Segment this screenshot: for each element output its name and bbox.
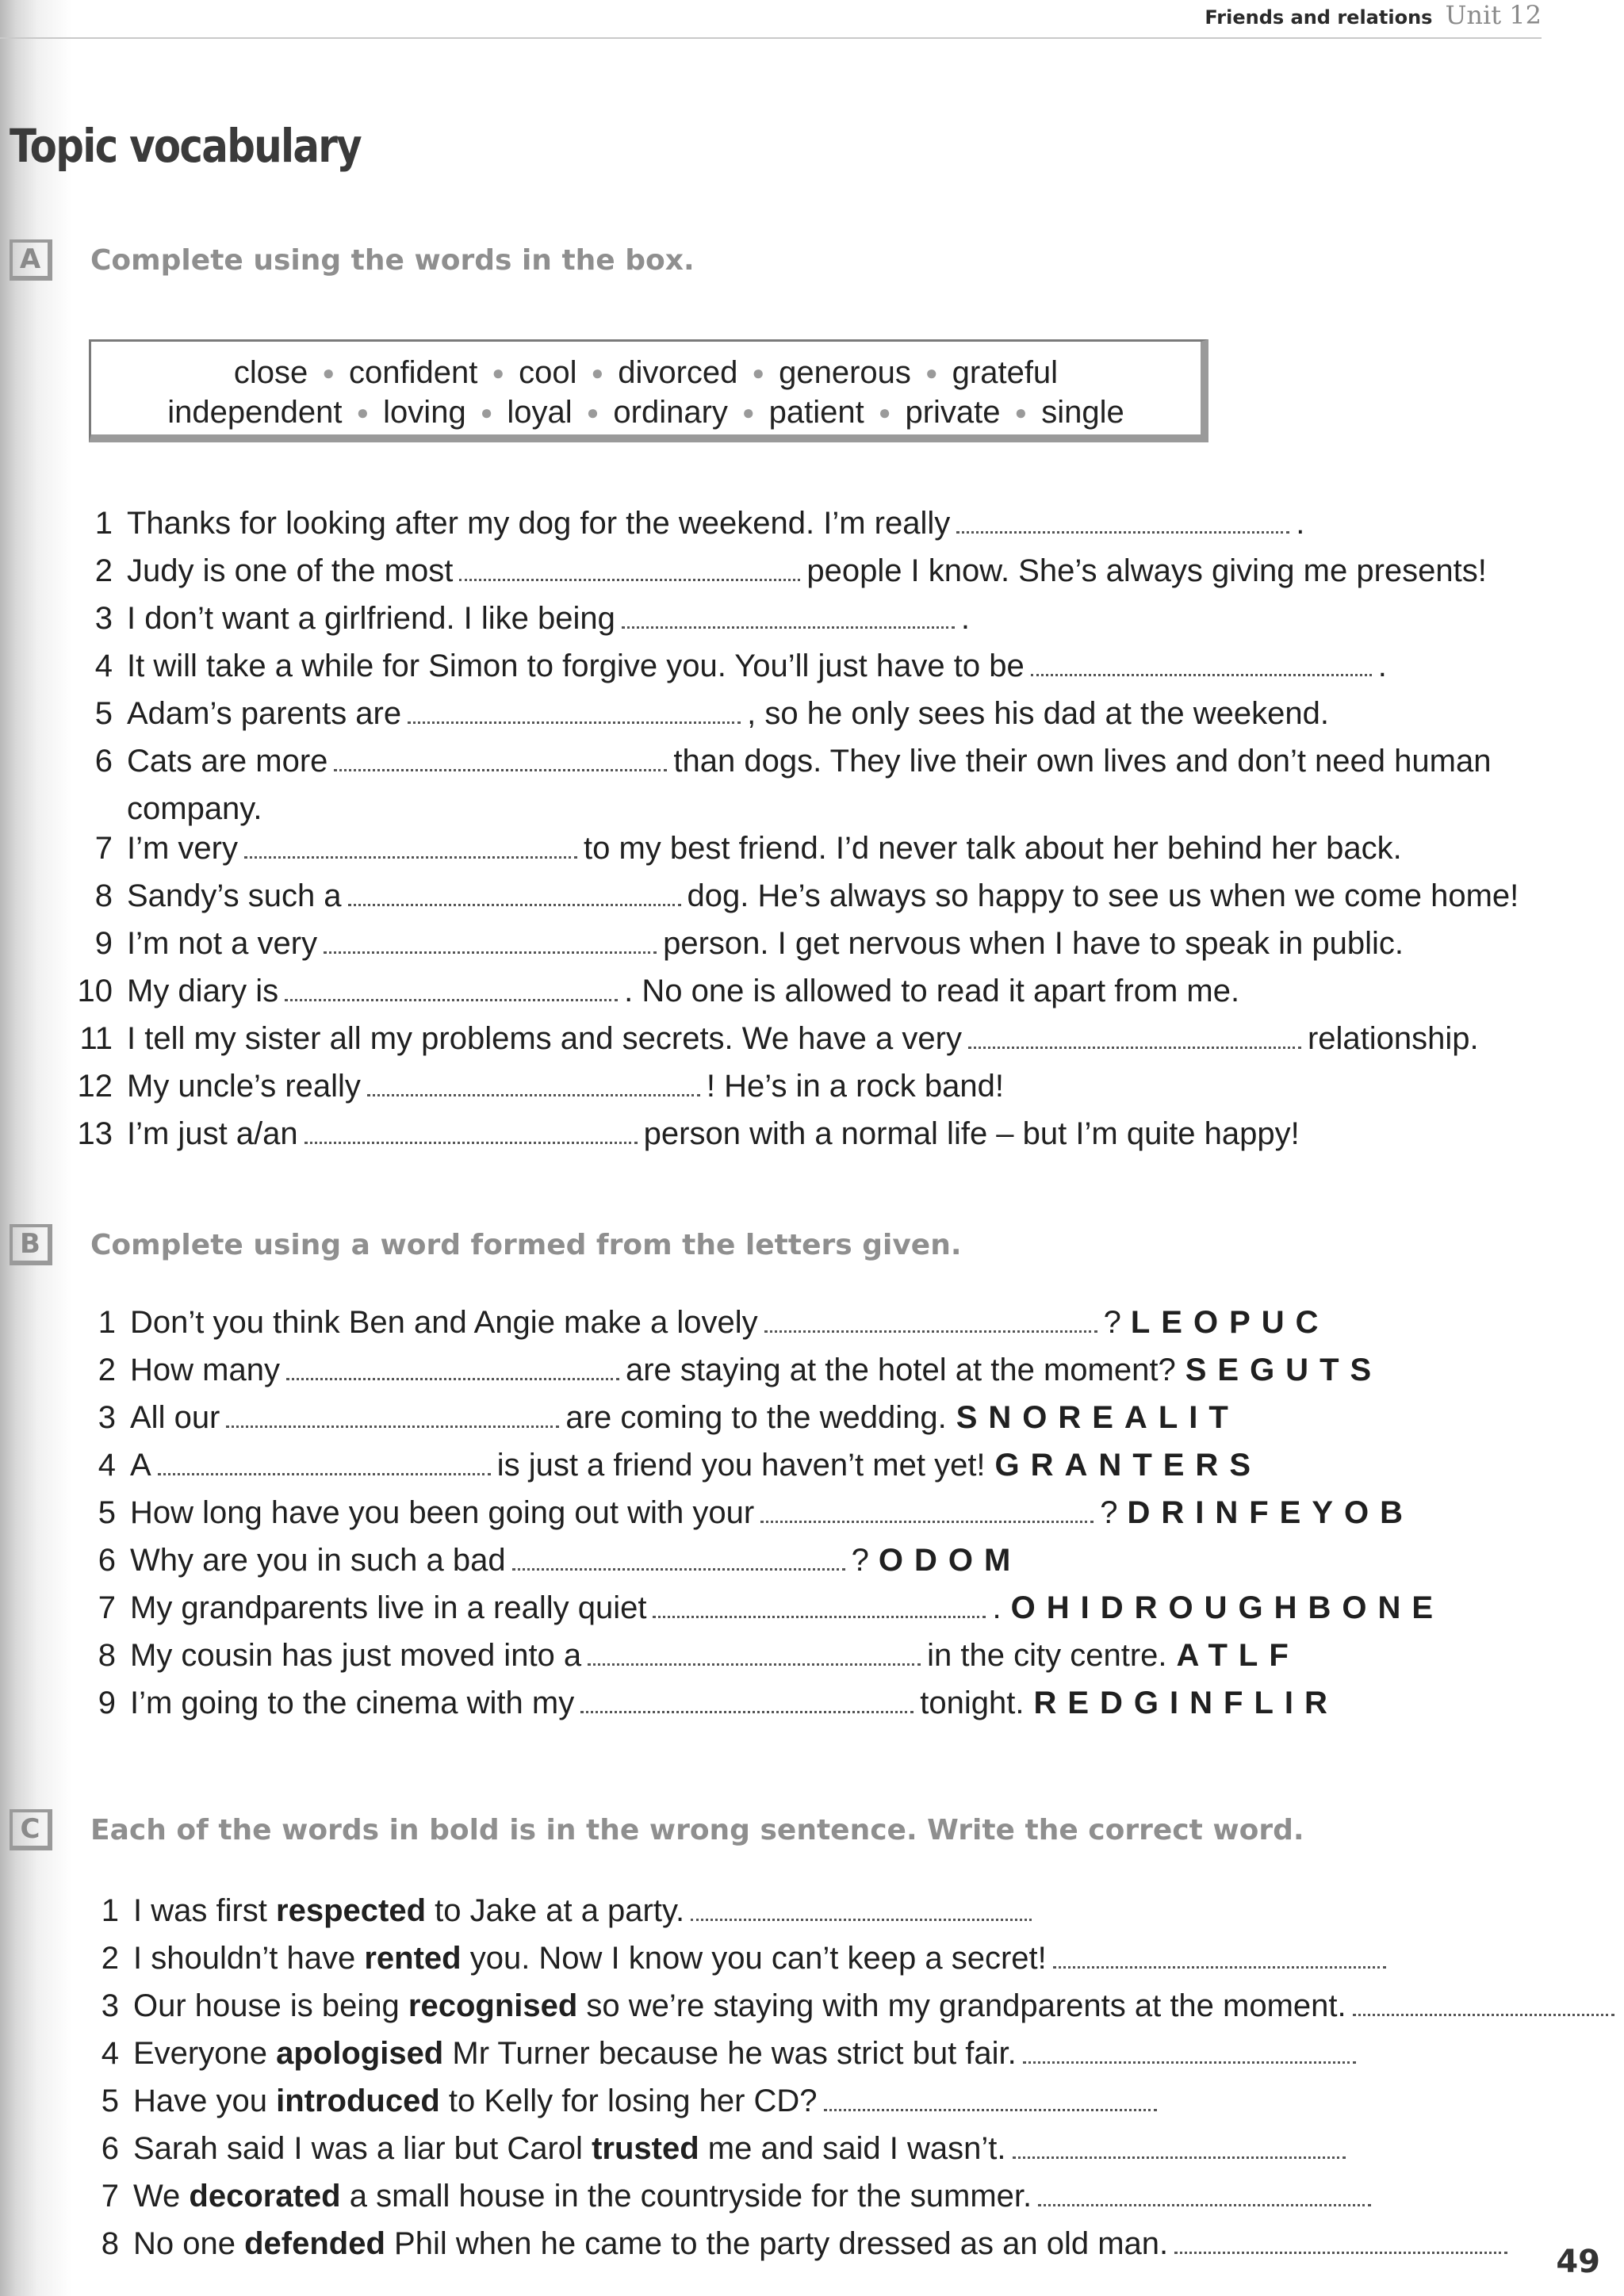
bold-word: rented bbox=[364, 1941, 462, 1976]
exercise-letter-c: C bbox=[10, 1809, 52, 1850]
answer-blank[interactable] bbox=[367, 1073, 700, 1096]
answer-blank[interactable] bbox=[1038, 2183, 1371, 2206]
item-text-before: My cousin has just moved into a bbox=[130, 1638, 582, 1673]
exercise-item bbox=[70, 1982, 1561, 2030]
scrambled-letters: GRANTERS bbox=[994, 1448, 1262, 1483]
item-number: 2 bbox=[94, 553, 113, 588]
answer-blank[interactable] bbox=[653, 1595, 986, 1618]
bullet-icon: ● bbox=[878, 400, 891, 424]
item-text-after: in the city centre. bbox=[927, 1638, 1167, 1673]
answer-blank[interactable] bbox=[459, 558, 800, 581]
answer-blank[interactable] bbox=[226, 1405, 559, 1428]
box-word: private bbox=[905, 395, 1001, 430]
answer-blank[interactable] bbox=[158, 1452, 491, 1475]
item-text-before: Judy is one of the most bbox=[127, 553, 454, 588]
answer-blank[interactable] bbox=[1023, 2041, 1356, 2064]
item-text-before: No one bbox=[133, 2226, 236, 2261]
bold-word: recognised bbox=[408, 1988, 578, 2023]
word-box-line-1 bbox=[91, 353, 1201, 392]
answer-blank[interactable] bbox=[1031, 653, 1372, 676]
exercise-letter-a: A bbox=[10, 239, 52, 281]
exercise-item bbox=[70, 2125, 1561, 2172]
item-number: 10 bbox=[77, 974, 113, 1008]
exercise-a-heading bbox=[10, 239, 695, 281]
item-number: 4 bbox=[98, 1448, 116, 1483]
item-text-after: person with a normal life – but I’m quite happy! bbox=[643, 1116, 1300, 1151]
exercise-item bbox=[63, 690, 1554, 737]
box-word: patient bbox=[768, 395, 864, 430]
answer-blank[interactable] bbox=[968, 1026, 1301, 1049]
word-box bbox=[89, 339, 1208, 442]
scrambled-letters: OHIDROUGHBONE bbox=[1010, 1590, 1445, 1625]
item-text-after: are coming to the wedding. bbox=[565, 1400, 947, 1435]
item-number: 8 bbox=[98, 1638, 116, 1673]
item-text-after: . No one is allowed to read it apart from me. bbox=[624, 974, 1240, 1008]
bullet-icon: ● bbox=[322, 361, 335, 385]
bullet-icon: ● bbox=[925, 361, 938, 385]
bold-word: apologised bbox=[276, 2036, 444, 2071]
exercise-item bbox=[70, 1887, 1561, 1934]
item-number: 1 bbox=[98, 1305, 116, 1340]
answer-blank[interactable] bbox=[1013, 2136, 1346, 2159]
exercise-c-heading bbox=[10, 1809, 1304, 1850]
item-number: 5 bbox=[101, 2084, 119, 2118]
exercise-item bbox=[67, 1394, 1557, 1441]
box-word: confident bbox=[349, 355, 478, 390]
exercise-item bbox=[70, 2077, 1561, 2125]
exercise-item bbox=[70, 1934, 1561, 1982]
scrambled-letters: LEOPUC bbox=[1130, 1305, 1330, 1340]
item-text-before: I’m very bbox=[127, 831, 238, 866]
word-box-line-2 bbox=[91, 392, 1201, 432]
item-text-before: I’m going to the cinema with my bbox=[130, 1686, 575, 1720]
item-text bbox=[127, 547, 1538, 595]
item-text-before: My diary is bbox=[127, 974, 279, 1008]
bullet-icon: ● bbox=[492, 361, 505, 385]
exercise-item bbox=[63, 499, 1554, 547]
item-number: 4 bbox=[101, 2036, 119, 2071]
item-text-before: I’m not a very bbox=[127, 926, 318, 961]
item-number: 2 bbox=[101, 1941, 119, 1976]
item-text-after: to my best friend. I’d never talk about her behind her back. bbox=[584, 831, 1402, 866]
answer-blank[interactable] bbox=[956, 511, 1289, 534]
item-text-before: Cats are more bbox=[127, 744, 328, 779]
exercise-a-instruction: Complete using the words in the box. bbox=[90, 243, 695, 277]
item-text-before: Have you bbox=[133, 2084, 267, 2118]
item-text-before: Don’t you think Ben and Angie make a lovely bbox=[130, 1305, 758, 1340]
answer-blank[interactable] bbox=[1174, 2231, 1507, 2254]
item-number: 7 bbox=[94, 831, 113, 866]
bullet-icon: ● bbox=[356, 400, 370, 424]
exercise-item bbox=[67, 1536, 1557, 1584]
item-number: 7 bbox=[101, 2179, 119, 2214]
answer-blank[interactable] bbox=[1053, 1946, 1386, 1969]
item-number: 11 bbox=[79, 1021, 113, 1056]
bullet-icon: ● bbox=[591, 361, 604, 385]
exercise-item bbox=[63, 920, 1554, 967]
exercise-item bbox=[67, 1632, 1557, 1679]
exercise-item bbox=[70, 2172, 1561, 2220]
item-text-after: . bbox=[1296, 506, 1305, 541]
item-number: 3 bbox=[94, 601, 113, 636]
item-number: 3 bbox=[101, 1988, 119, 2023]
item-text bbox=[127, 642, 1538, 690]
item-text-after: a small house in the countryside for the summer. bbox=[349, 2179, 1032, 2214]
exercise-b-heading bbox=[10, 1224, 962, 1265]
item-text-before: A bbox=[130, 1448, 151, 1483]
exercise-letter-b: B bbox=[10, 1224, 52, 1265]
scrambled-letters: DRINFEYOB bbox=[1127, 1495, 1415, 1530]
box-word: generous bbox=[779, 355, 911, 390]
item-text-after: are staying at the hotel at the moment? bbox=[625, 1353, 1176, 1387]
item-text-after: to Jake at a party. bbox=[435, 1893, 685, 1928]
exercise-item bbox=[63, 595, 1554, 642]
box-word: divorced bbox=[618, 355, 738, 390]
item-text bbox=[127, 920, 1538, 967]
exercise-item bbox=[70, 2220, 1561, 2267]
item-number: 1 bbox=[101, 1893, 119, 1928]
item-number: 5 bbox=[98, 1495, 116, 1530]
item-text-before: I tell my sister all my problems and secrets. We have a very bbox=[127, 1021, 962, 1056]
item-text bbox=[127, 825, 1538, 872]
box-word: single bbox=[1041, 395, 1124, 430]
item-text-after: so we’re staying with my grandparents at the moment. bbox=[586, 1988, 1346, 2023]
item-text bbox=[127, 1015, 1538, 1062]
item-number: 6 bbox=[94, 744, 113, 779]
item-text-before: I shouldn’t have bbox=[133, 1941, 356, 1976]
item-number: 2 bbox=[98, 1353, 116, 1387]
bullet-icon: ● bbox=[586, 400, 599, 424]
answer-blank[interactable] bbox=[512, 1548, 845, 1571]
item-text-before: I was first bbox=[133, 1893, 267, 1928]
answer-blank[interactable] bbox=[304, 1121, 638, 1144]
answer-blank[interactable] bbox=[622, 606, 955, 629]
item-text-before: Why are you in such a bad bbox=[130, 1543, 506, 1578]
exercise-item bbox=[67, 1584, 1557, 1632]
exercise-item bbox=[63, 1110, 1554, 1158]
item-number: 6 bbox=[101, 2131, 119, 2166]
item-text-before: It will take a while for Simon to forgive you. You’ll just have to be bbox=[127, 649, 1025, 683]
item-text bbox=[127, 872, 1538, 920]
exercise-item bbox=[63, 1015, 1554, 1062]
exercise-item bbox=[63, 737, 1554, 832]
unit-label: Unit 12 bbox=[1445, 0, 1542, 30]
item-text-after: ? bbox=[851, 1543, 869, 1578]
bullet-icon: ● bbox=[1014, 400, 1028, 424]
bullet-icon: ● bbox=[480, 400, 493, 424]
scrambled-letters: ODOM bbox=[878, 1543, 1022, 1578]
item-number: 1 bbox=[94, 506, 113, 541]
item-text-before: My uncle’s really bbox=[127, 1069, 361, 1104]
exercise-b-instruction: Complete using a word formed from the letters given. bbox=[90, 1228, 962, 1261]
item-text bbox=[127, 1062, 1538, 1110]
answer-blank[interactable] bbox=[286, 1357, 619, 1380]
answer-blank[interactable] bbox=[760, 1500, 1094, 1523]
box-word: loyal bbox=[507, 395, 573, 430]
item-text-before: We bbox=[133, 2179, 181, 2214]
item-text-after: . bbox=[992, 1590, 1002, 1625]
item-text-after: tonight. bbox=[920, 1686, 1025, 1720]
page-number: 49 bbox=[1556, 2244, 1600, 2280]
exercise-item bbox=[70, 2030, 1561, 2077]
item-text-before: Our house is being bbox=[133, 1988, 400, 2023]
item-text-before: Sandy’s such a bbox=[127, 878, 342, 913]
item-text bbox=[127, 595, 1538, 642]
item-text-after: . bbox=[1377, 649, 1387, 683]
bullet-icon: ● bbox=[752, 361, 765, 385]
item-text-after: is just a friend you haven’t met yet! bbox=[496, 1448, 986, 1483]
item-number: 13 bbox=[77, 1116, 113, 1151]
item-text-after: people I know. She’s always giving me presents! bbox=[806, 553, 1487, 588]
item-text-after: relationship. bbox=[1307, 1021, 1479, 1056]
item-text-before: I’m just a/an bbox=[127, 1116, 298, 1151]
item-text bbox=[127, 967, 1538, 1015]
exercise-item bbox=[63, 967, 1554, 1015]
exercise-item bbox=[67, 1679, 1557, 1727]
scrambled-letters: ATLF bbox=[1176, 1638, 1300, 1673]
item-text-before: How long have you been going out with your bbox=[130, 1495, 755, 1530]
bold-word: decorated bbox=[189, 2179, 341, 2214]
item-text-after: Phil when he came to the party dressed as an old man. bbox=[394, 2226, 1169, 2261]
box-word: loving bbox=[383, 395, 466, 430]
item-text-before: Adam’s parents are bbox=[127, 696, 402, 731]
item-number: 6 bbox=[98, 1543, 116, 1578]
item-number: 4 bbox=[94, 649, 113, 683]
item-text-before: How many bbox=[130, 1353, 280, 1387]
item-text-after: ? bbox=[1103, 1305, 1121, 1340]
answer-blank[interactable] bbox=[244, 836, 577, 859]
header-rule bbox=[0, 37, 1542, 39]
item-text-before: Everyone bbox=[133, 2036, 267, 2071]
item-number: 3 bbox=[98, 1400, 116, 1435]
bold-word: trusted bbox=[592, 2131, 699, 2166]
exercise-item bbox=[67, 1441, 1557, 1489]
bold-word: introduced bbox=[276, 2084, 440, 2118]
item-text bbox=[127, 1110, 1538, 1158]
bold-word: defended bbox=[244, 2226, 385, 2261]
item-number: 8 bbox=[94, 878, 113, 913]
answer-blank[interactable] bbox=[408, 701, 741, 724]
exercise-item bbox=[63, 1062, 1554, 1110]
answer-blank[interactable] bbox=[764, 1310, 1097, 1333]
bold-word: respected bbox=[276, 1893, 427, 1928]
section-title: Friends and relations bbox=[1205, 6, 1433, 29]
item-text bbox=[127, 690, 1538, 737]
answer-blank[interactable] bbox=[580, 1690, 914, 1713]
item-text-after: me and said I wasn’t. bbox=[707, 2131, 1006, 2166]
item-number: 7 bbox=[98, 1590, 116, 1625]
scrambled-letters: REDGINFLIR bbox=[1033, 1686, 1339, 1720]
item-text-before: I don’t want a girlfriend. I like being bbox=[127, 601, 615, 636]
scrambled-letters: SEGUTS bbox=[1185, 1353, 1383, 1387]
box-word: close bbox=[233, 355, 308, 390]
item-text-after: than dogs. They live their own lives and don’t need human company. bbox=[127, 744, 1492, 826]
answer-blank[interactable] bbox=[324, 931, 657, 954]
answer-blank[interactable] bbox=[1353, 1993, 1614, 2016]
item-number: 9 bbox=[98, 1686, 116, 1720]
exercise-c-instruction: Each of the words in bold is in the wrong sentence. Write the correct word. bbox=[90, 1813, 1304, 1846]
answer-blank[interactable] bbox=[691, 1898, 1032, 1921]
exercise-item bbox=[67, 1489, 1557, 1536]
item-text bbox=[127, 499, 1538, 547]
scrambled-letters: SNOREALIT bbox=[956, 1400, 1239, 1435]
item-number: 5 bbox=[94, 696, 113, 731]
answer-blank[interactable] bbox=[588, 1643, 921, 1666]
box-word: cool bbox=[519, 355, 577, 390]
item-text-before: All our bbox=[130, 1400, 220, 1435]
exercise-item bbox=[63, 825, 1554, 872]
item-text-after: person. I get nervous when I have to speak in public. bbox=[663, 926, 1404, 961]
item-text-after: . bbox=[960, 601, 971, 636]
item-number: 12 bbox=[77, 1069, 113, 1104]
bullet-icon: ● bbox=[741, 400, 755, 424]
exercise-item bbox=[63, 547, 1554, 595]
box-word: independent bbox=[167, 395, 343, 430]
item-text-after: ? bbox=[1100, 1495, 1118, 1530]
box-word: grateful bbox=[952, 355, 1059, 390]
item-text-after: Mr Turner because he was strict but fair. bbox=[452, 2036, 1017, 2071]
item-text-after: you. Now I know you can’t keep a secret! bbox=[469, 1941, 1047, 1976]
item-text-after: dog. He’s always so happy to see us when we come home! bbox=[687, 878, 1519, 913]
item-text-before: Sarah said I was a liar but Carol bbox=[133, 2131, 583, 2166]
item-text bbox=[127, 737, 1538, 832]
exercise-item bbox=[67, 1299, 1557, 1346]
item-text-after: , so he only sees his dad at the weekend. bbox=[747, 696, 1329, 731]
box-word: ordinary bbox=[613, 395, 728, 430]
exercise-item bbox=[63, 872, 1554, 920]
answer-blank[interactable] bbox=[348, 883, 681, 906]
item-number: 8 bbox=[101, 2226, 119, 2261]
item-text-after: ! He’s in a rock band! bbox=[706, 1069, 1004, 1104]
running-head bbox=[1205, 0, 1542, 30]
item-number: 9 bbox=[94, 926, 113, 961]
exercise-item bbox=[63, 642, 1554, 690]
page-title: Topic vocabulary bbox=[10, 119, 361, 173]
item-text-before: My grandparents live in a really quiet bbox=[130, 1590, 647, 1625]
answer-blank[interactable] bbox=[334, 748, 667, 771]
answer-blank[interactable] bbox=[285, 978, 618, 1001]
item-text-before: Thanks for looking after my dog for the weekend. I’m really bbox=[127, 506, 951, 541]
exercise-item bbox=[67, 1346, 1557, 1394]
item-text-after: to Kelly for losing her CD? bbox=[448, 2084, 818, 2118]
answer-blank[interactable] bbox=[824, 2088, 1157, 2111]
